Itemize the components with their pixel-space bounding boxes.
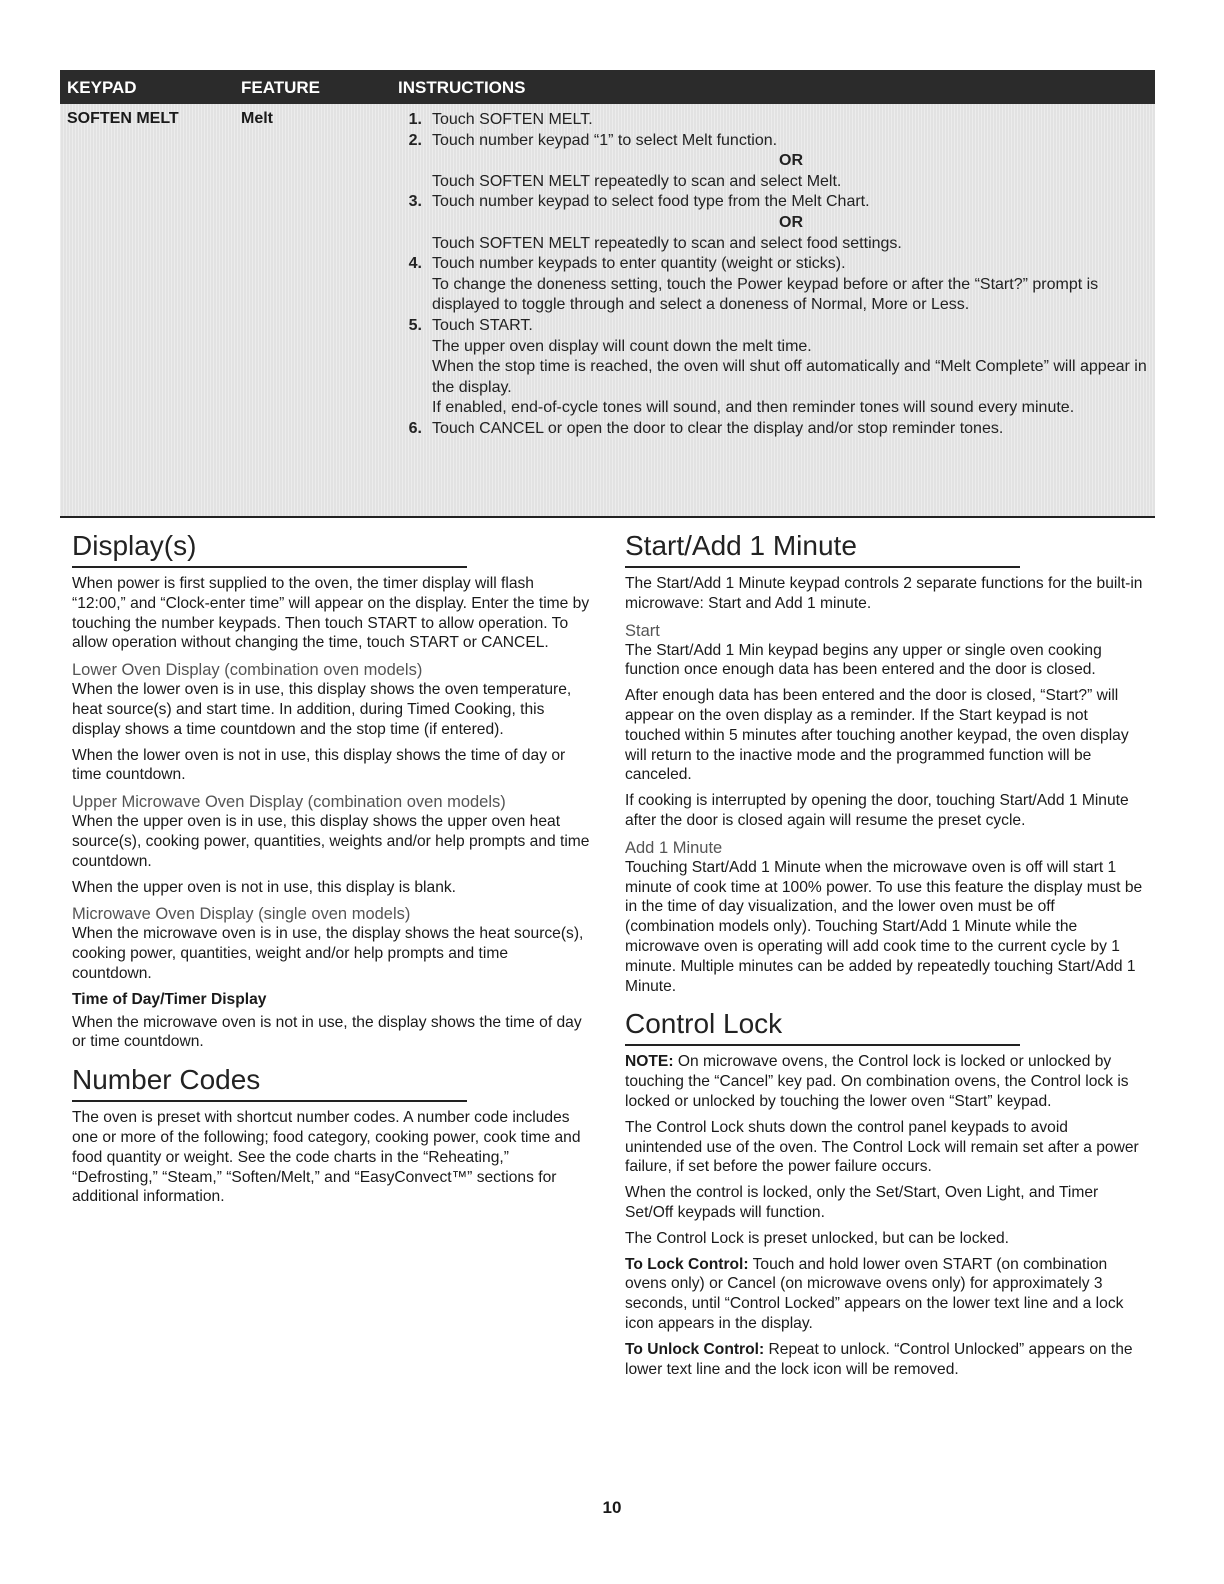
step-text: Touch number keypad to select food type from the Melt Chart. — [432, 193, 870, 211]
lock-control-paragraph — [625, 1255, 1145, 1334]
instruction-note: When the stop time is reached, the oven will shut off automatically and “Melt Complete” will appear in the display. — [432, 358, 1147, 396]
step-number: 3. — [408, 193, 422, 211]
lock-label: To Lock Control: — [625, 1255, 749, 1273]
control-lock-p2: When the control is locked, only the Set/Start, Oven Light, and Timer Set/Off keypads will function. — [625, 1184, 1099, 1221]
lower-oven-display-title: Lower Oven Display (combination oven models) — [72, 661, 423, 680]
start-p1: The Start/Add 1 Min keypad begins any upper or single oven cooking function once enough data has been entered and the door is closed. — [625, 641, 1102, 679]
start-p2: After enough data has been entered and the door is closed, “Start?” will appear on the oven display as a reminder. If the Start keypad is not touched within 5 minutes after touching another keypad, the oven display will return to the inactive mode and the programmed function will be canceled. — [625, 687, 1129, 784]
instruction-note: Touch SOFTEN MELT repeatedly to scan and select food settings. — [432, 234, 902, 252]
instruction-note: To change the doneness setting, touch the Power keypad before or after the “Start?” prompt is displayed to toggle through and select a doneness of Normal, More or Less. — [432, 275, 1099, 314]
lower-oven-display-p1: When the lower oven is in use, this display shows the oven temperature, heat source(s) and start time. In addition, during Timed Cooking, this display shows a time countdown and the stop time (if entered). — [72, 681, 572, 738]
step-number: 5. — [408, 316, 422, 334]
right-column — [625, 530, 1145, 1385]
instruction-note: Touch SOFTEN MELT repeatedly to scan and select Melt. — [432, 172, 842, 190]
or-separator: OR — [779, 213, 803, 231]
displays-intro: When power is first supplied to the oven, the timer display will flash “12:00,” and “Clock-enter time” will appear on the display. Enter the time by touching the number keypads. Then touch START to allow operation. To allow operation without changing the time, touch START or CANCEL. — [72, 575, 590, 652]
time-of-day-p1: When the microwave oven is not in use, the display shows the time of day or time countdown. — [72, 1013, 582, 1051]
left-column — [72, 530, 592, 1213]
step-number: 6. — [408, 419, 422, 437]
step-text: Touch START. — [432, 316, 533, 334]
control-lock-p3: The Control Lock is preset unlocked, but can be locked. — [625, 1229, 1009, 1247]
microwave-display-title: Microwave Oven Display (single oven models) — [72, 905, 411, 924]
control-lock-title: Control Lock — [625, 1008, 1020, 1046]
unlock-control-paragraph — [625, 1340, 1145, 1380]
header-instructions: INSTRUCTIONS — [398, 78, 526, 97]
step-number: 4. — [408, 255, 422, 273]
note-label: NOTE: — [625, 1053, 674, 1071]
lower-oven-display-p2: When the lower oven is not in use, this display shows the time of day or time countdown. — [72, 746, 566, 784]
instruction-step — [398, 192, 1150, 213]
note-text: On microwave ovens, the Control lock is locked or unlocked by touching the “Cancel” key pad. On combination ovens, the Control lock is locked or unlocked by touching the lower oven “Start” keypad. — [625, 1053, 1129, 1110]
step-text: Touch SOFTEN MELT. — [432, 111, 593, 128]
keypad-cell: SOFTEN MELT — [67, 110, 179, 127]
header-feature: FEATURE — [241, 78, 321, 97]
add-minute-p1: Touching Start/Add 1 Minute when the microwave oven is off will start 1 minute of cook time at 100% power. To use this feature the display must be in the time of day visualization, and the lower oven must be off (combination models only). Touching Start/Add 1 Minute while the microwave oven is operating will add cook time to the current cycle by 1 minute. Multiple minutes can be added by repeatedly touching Start/Add 1 Minute. — [625, 858, 1143, 995]
step-text: Touch number keypads to enter quantity (weight or sticks). — [432, 255, 846, 273]
control-lock-note — [625, 1052, 1145, 1111]
instruction-note: The upper oven display will count down the melt time. — [432, 337, 812, 355]
instruction-step — [398, 419, 1150, 440]
header-keypad: KEYPAD — [67, 78, 137, 97]
page-number: 10 — [602, 1498, 622, 1517]
control-lock-p1: The Control Lock shuts down the control panel keypads to avoid unintended use of the oven. The Control Lock will remain set after a power failure, if set before the power failure occurs. — [625, 1118, 1139, 1176]
instructions-cell — [398, 110, 1150, 440]
displays-title: Display(s) — [72, 530, 467, 568]
or-separator: OR — [779, 152, 803, 170]
start-p3: If cooking is interrupted by opening the door, touching Start/Add 1 Minute after the door is closed again will resume the preset cycle. — [625, 792, 1129, 829]
feature-cell: Melt — [241, 110, 273, 127]
table-header — [60, 70, 1155, 104]
lock-text: Touch and hold lower oven START (on combination ovens only) or Cancel (on microwave ovens only) for approximately 3 seconds, until “Control Locked” appears on the lower text line and a lock icon appears in the display. — [625, 1255, 1124, 1332]
step-text: Touch number keypad “1” to select Melt function. — [432, 131, 778, 149]
table-body — [60, 104, 1155, 518]
upper-oven-display-p1: When the upper oven is in use, this display shows the upper oven heat source(s), cooking power, quantities, weights and/or help prompts and time countdown. — [72, 813, 590, 870]
instruction-step — [398, 131, 1150, 152]
unlock-text: Repeat to unlock. “Control Unlocked” appears on the lower text line and the lock icon will be removed. — [625, 1340, 1133, 1378]
start-add-title: Start/Add 1 Minute — [625, 530, 1020, 568]
start-add-intro: The Start/Add 1 Minute keypad controls 2 separate functions for the built-in microwave: Start and Add 1 minute. — [625, 575, 1143, 612]
upper-oven-display-p2: When the upper oven is not in use, this display is blank. — [72, 878, 456, 896]
instruction-step — [398, 110, 1150, 131]
add-minute-subtitle: Add 1 Minute — [625, 838, 723, 857]
step-number: 1. — [408, 111, 422, 128]
step-text: Touch CANCEL or open the door to clear the display and/or stop reminder tones. — [432, 419, 1004, 437]
unlock-label: To Unlock Control: — [625, 1340, 765, 1358]
number-codes-title: Number Codes — [72, 1064, 467, 1102]
instruction-step — [398, 316, 1150, 337]
number-codes-p1: The oven is preset with shortcut number codes. A number code includes one or more of the following; food category, cooking power, cook time and food quantity or weight. See the code charts in the “Reheating,” “Defrosting,” “Steam,” “Soften/Melt,” and “EasyConvect™” sections for additional information. — [72, 1109, 581, 1206]
time-of-day-title: Time of Day/Timer Display — [72, 990, 267, 1008]
start-subtitle: Start — [625, 621, 660, 640]
upper-oven-display-title: Upper Microwave Oven Display (combination oven models) — [72, 793, 506, 812]
step-number: 2. — [408, 131, 422, 149]
instruction-note: If enabled, end-of-cycle tones will sound, and then reminder tones will sound every minute. — [432, 399, 1075, 417]
microwave-display-p1: When the microwave oven is in use, the display shows the heat source(s), cooking power, quantities, weight and/or help prompts and time countdown. — [72, 925, 584, 982]
keypad-feature-table — [60, 70, 1155, 518]
instruction-step — [398, 254, 1150, 275]
